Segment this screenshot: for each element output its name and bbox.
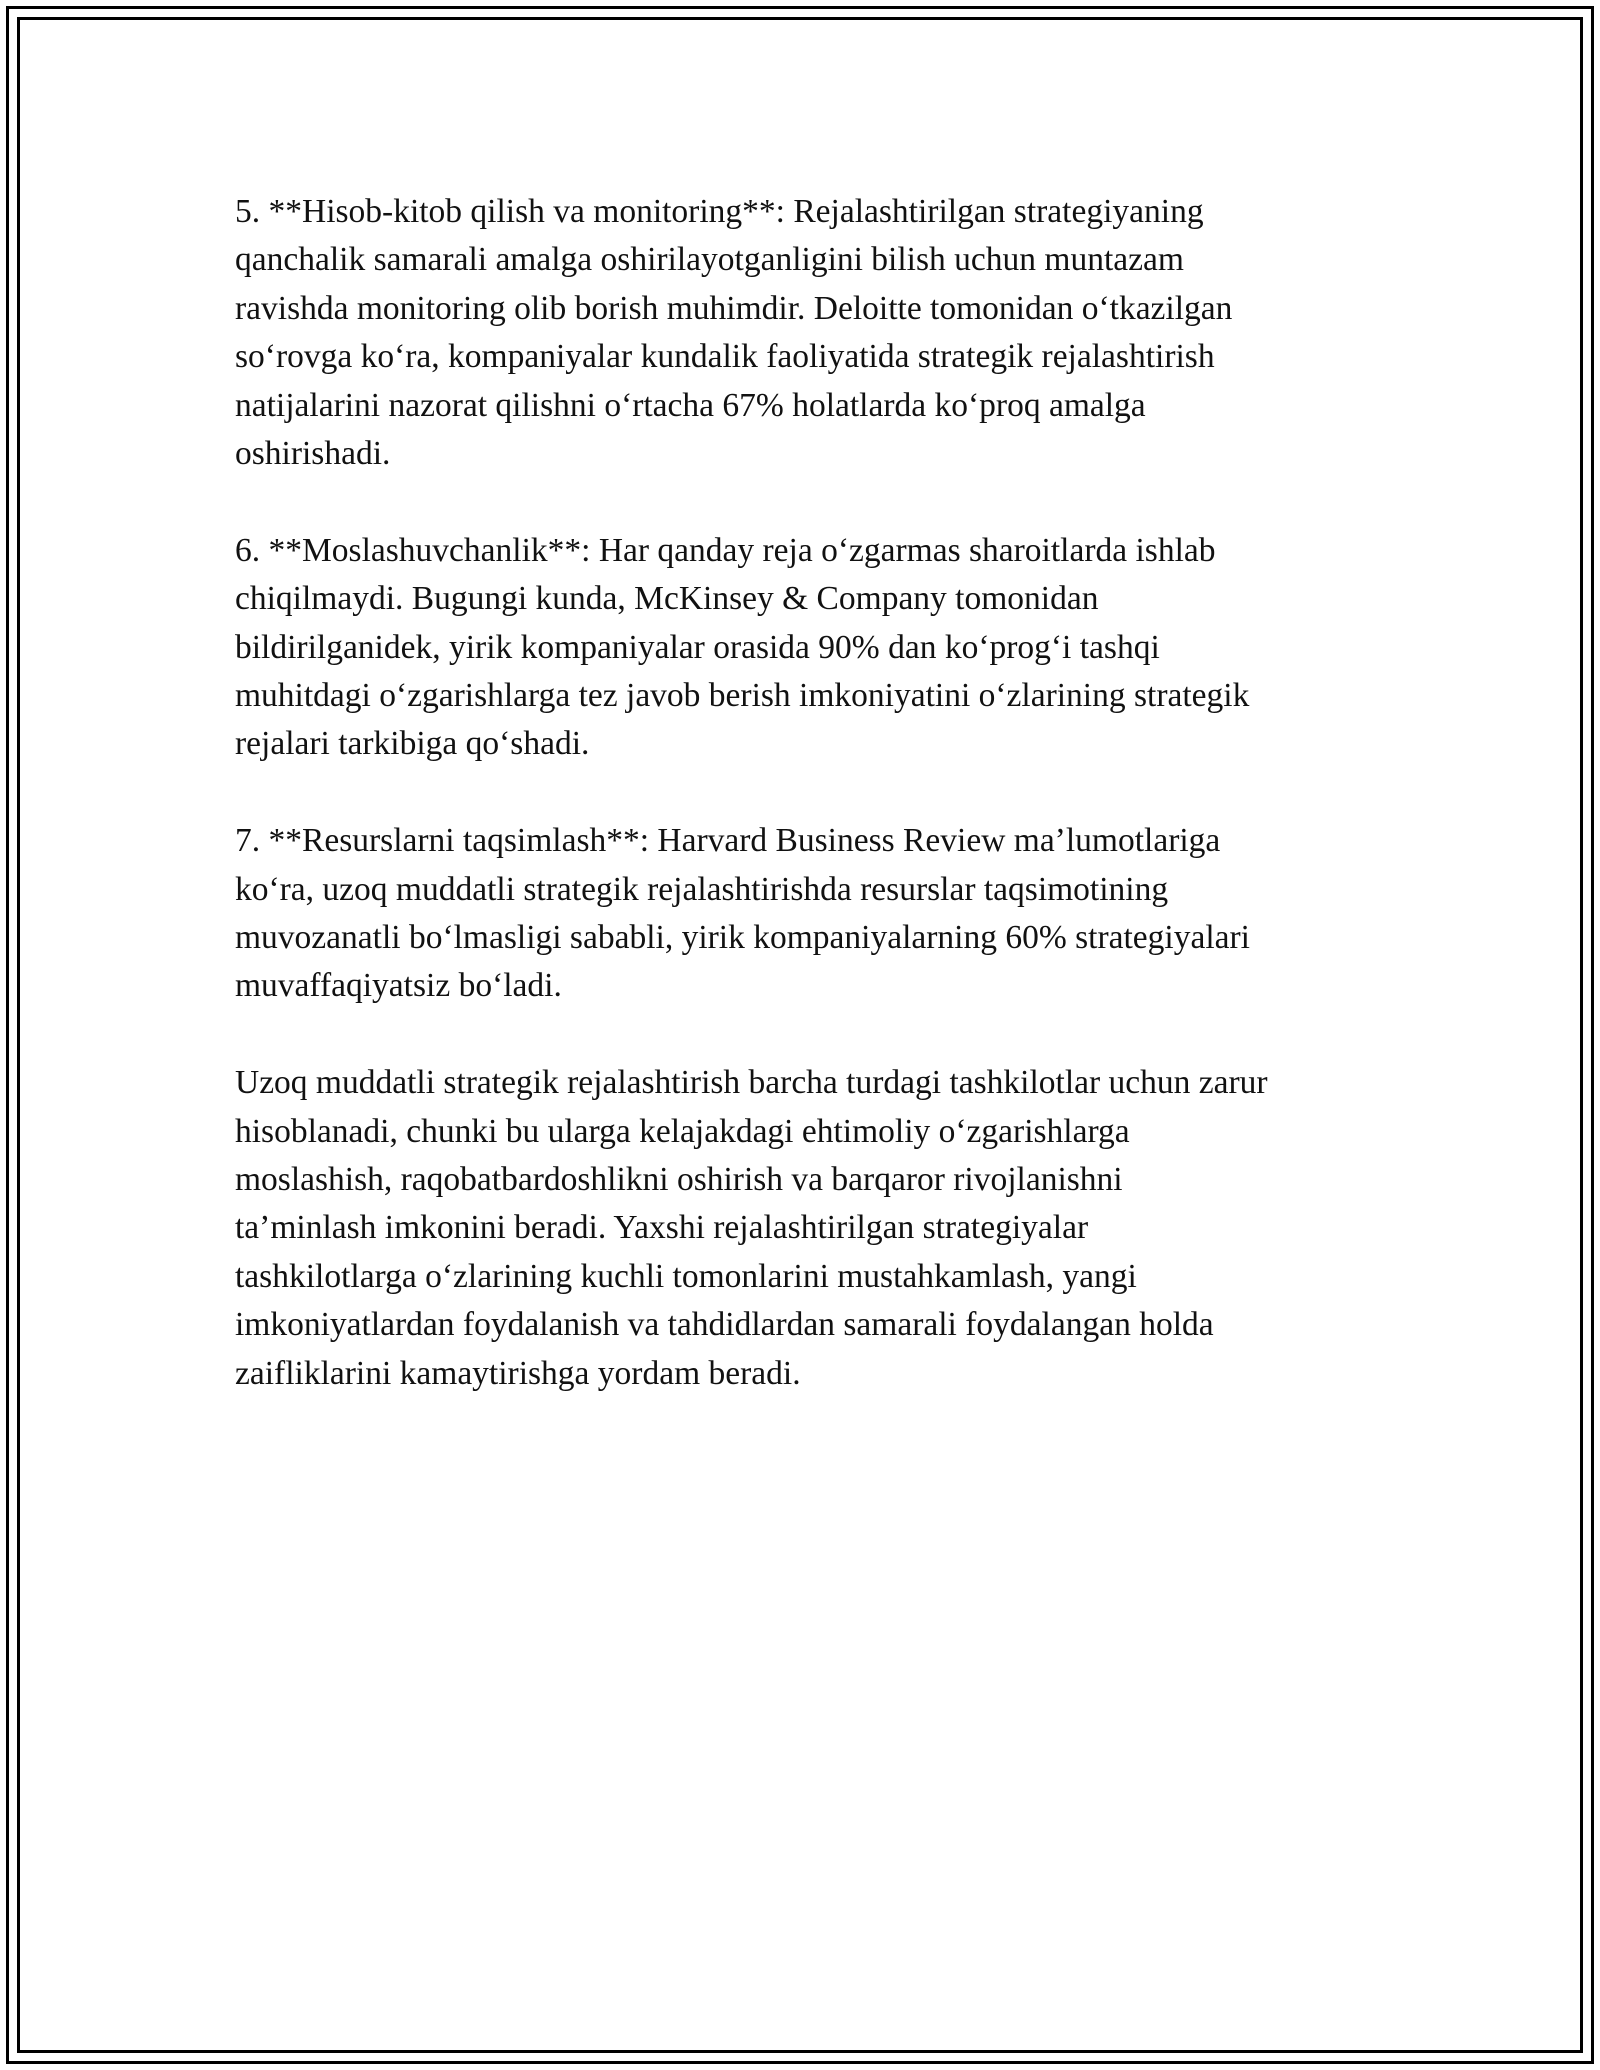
paragraph-conclusion: Uzoq muddatli strategik rejalashtirish barcha turdagi tashkilotlar uchun zarur hisoblanadi, chunki bu ularga kelajakdagi ehtimoliy o‘zgarishlarga moslashish, raqobatbardoshlikni oshirish va barqaror rivojlanishni ta’minlash imkonini beradi. Yaxshi rejalashtirilgan strategiyalar tashkilotlarga o‘zlarining kuchli tomonlarini mustahkamlash, yangi imkoniyatlardan foydalanish va tahdidlardan samarali foydalangan holda zaifliklarini kamaytirishga yordam beradi. — [235, 1064, 1268, 1392]
paragraph-monitoring: 5. **Hisob-kitob qilish va monitoring**: Rejalashtirilgan strategiyaning qanchalik samarali amalga oshirilayotganligini bilish uchun muntazam ravishda monitoring olib borish muhimdir. Deloitte tomonidan o‘tkazilgan so‘rovga ko‘ra, kompaniyalar kundalik faoliyatida strategik rejalashtirish natijalarini nazorat qilishni o‘rtacha 67% holatlarda ko‘proq amalga oshirishadi. — [235, 193, 1233, 473]
paragraph-resource-allocation: 7. **Resurslarni taqsimlash**: Harvard Business Review ma’lumotlariga ko‘ra, uzoq muddatli strategik rejalashtirishda resurslar taqsimotining muvozanatli bo‘lmasligi sababli, yirik kompaniyalarning 60% strategiyalari muvaffaqiyatsiz bo‘ladi. — [235, 822, 1250, 1005]
paragraph-flexibility: 6. **Moslashuvchanlik**: Har qanday reja o‘zgarmas sharoitlarda ishlab chiqilmaydi. Bugungi kunda, McKinsey & Company tomonidan bildirilganidek, yirik kompaniyalar orasida 90% dan ko‘prog‘i tashqi muhitdagi o‘zgarishlarga tez javob berish imkoniyatini o‘zlarining strategik rejalari tarkibiga qo‘shadi. — [235, 531, 1250, 763]
document-body — [235, 188, 1385, 1447]
